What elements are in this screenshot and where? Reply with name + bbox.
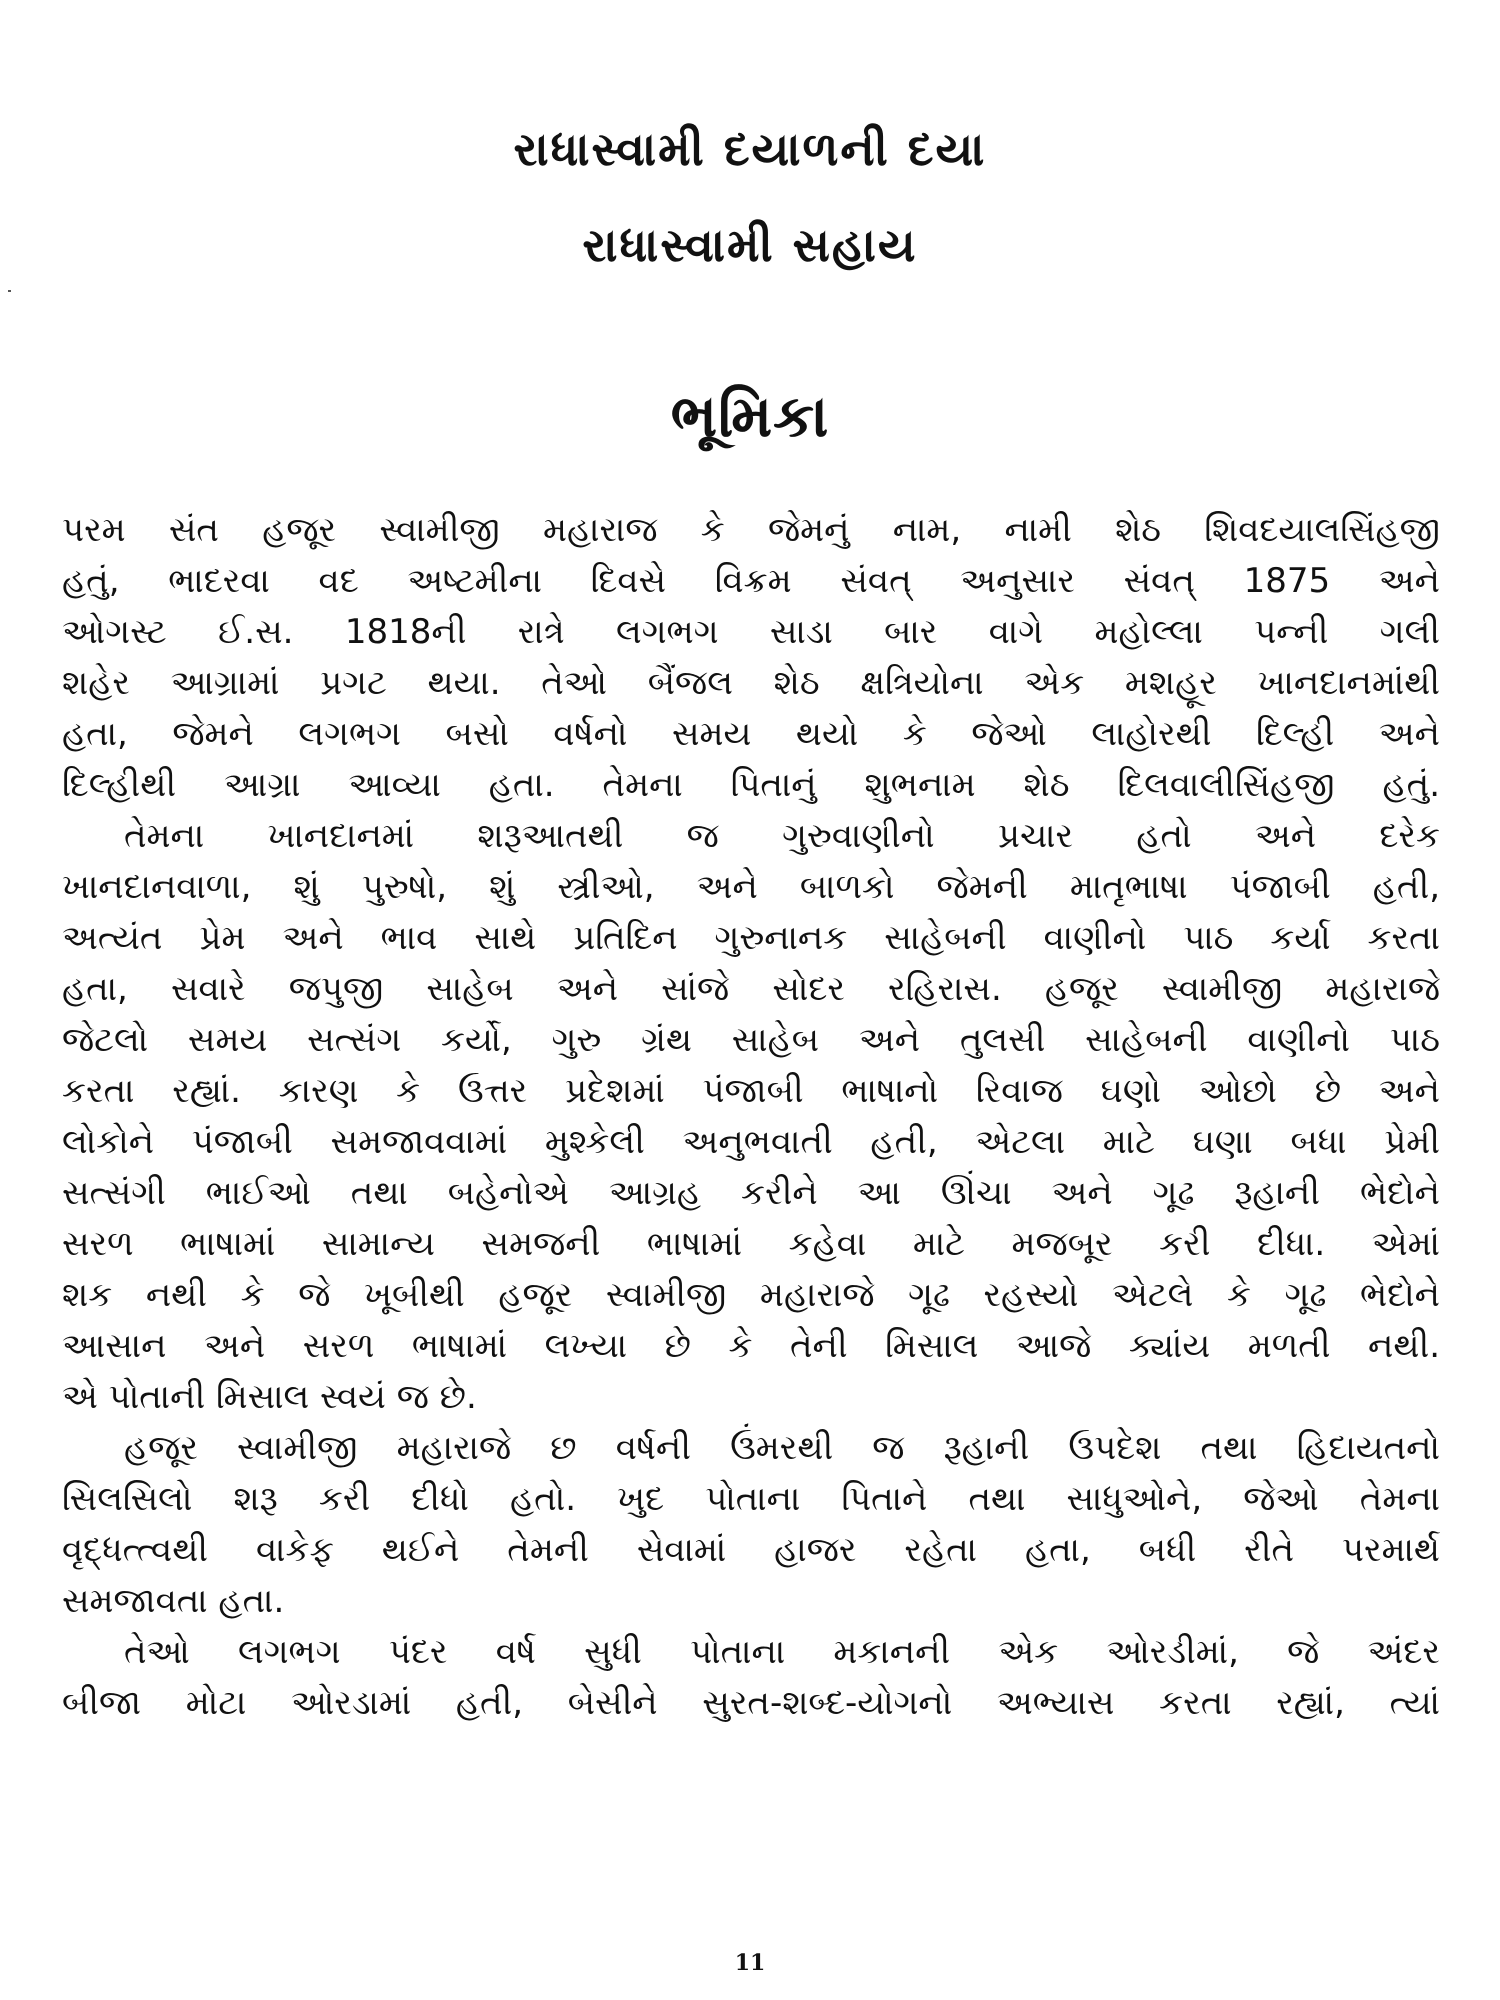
text-line: સરળ ભાષામાં સામાન્ય સમજની ભાષામાં કહેવા માટે મજબૂર કરી દીધા. એમાં <box>62 1224 1440 1264</box>
page-number: 11 <box>734 1950 766 1976</box>
text-line: હતા, જેમને લગભગ બસો વર્ષનો સમય થયો કે જેઓ લાહોરથી દિલ્હી અને <box>62 714 1440 754</box>
text-line: પરમ સંત હજૂર સ્વામીજી મહારાજ કે જેમનું નામ, નામી શેઠ શિવદયાલસિંહજી <box>62 510 1440 550</box>
text-line: ઓગસ્ટ ઈ.સ. 1818ની રાત્રે લગભગ સાડા બાર વાગે મહોલ્લા પન્ની ગલી <box>62 612 1440 652</box>
paragraph-4 <box>62 1627 1440 1729</box>
text-line: વૃદ્ધત્ત્વથી વાકેફ થઈને તેમની સેવામાં હાજર રહેતા હતા, બધી રીતે પરમાર્થ <box>62 1530 1440 1570</box>
text-line: હતા, સવારે જપુજી સાહેબ અને સાંજે સોદર રહિરાસ. હજૂર સ્વામીજી મહારાજે <box>62 969 1440 1009</box>
paragraph-1 <box>62 505 1440 811</box>
text-line: શક નથી કે જે ખૂબીથી હજૂર સ્વામીજી મહારાજે ગૂઢ રહસ્યો એટલે કે ગૂઢ ભેદોને <box>62 1275 1440 1315</box>
text-line: સત્સંગી ભાઈઓ તથા બહેનોએ આગ્રહ કરીને આ ઊંચા અને ગૂઢ રૂહાની ભેદોને <box>62 1173 1440 1213</box>
body-text <box>62 505 1440 1729</box>
section-title: ભૂમિકા <box>670 382 830 450</box>
text-line: હતું, ભાદરવા વદ અષ્ટમીના દિવસે વિક્રમ સંવત્ અનુસાર સંવત્ 1875 અને <box>62 561 1440 601</box>
invocation-subheading: રાધાસ્વામી સહાય <box>582 218 918 272</box>
text-line: શહેર આગ્રામાં પ્રગટ થયા. તેઓ બૈંજલ શેઠ ક્ષત્રિયોના એક મશહૂર ખાનદાનમાંથી <box>62 663 1440 703</box>
text-line: તેઓ લગભગ પંદર વર્ષ સુધી પોતાના મકાનની એક ઓરડીમાં, જે અંદર <box>124 1632 1440 1672</box>
text-line: સિલસિલો શરૂ કરી દીધો હતો. ખુદ પોતાના પિતાને તથા સાધુઓને, જેઓ તેમના <box>62 1479 1440 1519</box>
text-line: તેમના ખાનદાનમાં શરૂઆતથી જ ગુરુવાણીનો પ્રચાર હતો અને દરેક <box>124 816 1440 856</box>
text-line: ખાનદાનવાળા, શું પુરુષો, શું સ્ત્રીઓ, અને બાળકો જેમની માતૃભાષા પંજાબી હતી, <box>62 867 1440 907</box>
text-line: લોકોને પંજાબી સમજાવવામાં મુશ્કેલી અનુભવાતી હતી, એટલા માટે ઘણા બધા પ્રેમી <box>62 1122 1440 1162</box>
text-line: આસાન અને સરળ ભાષામાં લખ્યા છે કે તેની મિસાલ આજે ક્યાંય મળતી નથી. <box>62 1326 1440 1366</box>
text-line: હજૂર સ્વામીજી મહારાજે છ વર્ષની ઉંમરથી જ રૂહાની ઉપદેશ તથા હિદાયતનો <box>124 1428 1440 1468</box>
text-line: અત્યંત પ્રેમ અને ભાવ સાથે પ્રતિદિન ગુરુનાનક સાહેબની વાણીનો પાઠ કર્યા કરતા <box>62 918 1440 958</box>
paragraph-2 <box>62 811 1440 1423</box>
text-line: દિલ્હીથી આગ્રા આવ્યા હતા. તેમના પિતાનું શુભનામ શેઠ દિલવાલીસિંહજી હતું. <box>62 765 1440 805</box>
text-line: સમજાવતા હતા. <box>62 1581 285 1621</box>
invocation-heading: રાધાસ્વામી દયાળની દયા <box>513 122 987 176</box>
text-line: જેટલો સમય સત્સંગ કર્યો, ગુરુ ગ્રંથ સાહેબ અને તુલસી સાહેબની વાણીનો પાઠ <box>62 1020 1440 1060</box>
scan-speck <box>8 290 11 292</box>
text-line: બીજા મોટા ઓરડામાં હતી, બેસીને સુરત-શબ્દ-યોગનો અભ્યાસ કરતા રહ્યાં, ત્યાં <box>62 1683 1440 1723</box>
paragraph-3 <box>62 1423 1440 1627</box>
text-line: એ પોતાની મિસાલ સ્વયં જ છે. <box>62 1377 477 1417</box>
text-line: કરતા રહ્યાં. કારણ કે ઉત્તર પ્રદેશમાં પંજાબી ભાષાનો રિવાજ ઘણો ઓછો છે અને <box>62 1071 1440 1111</box>
